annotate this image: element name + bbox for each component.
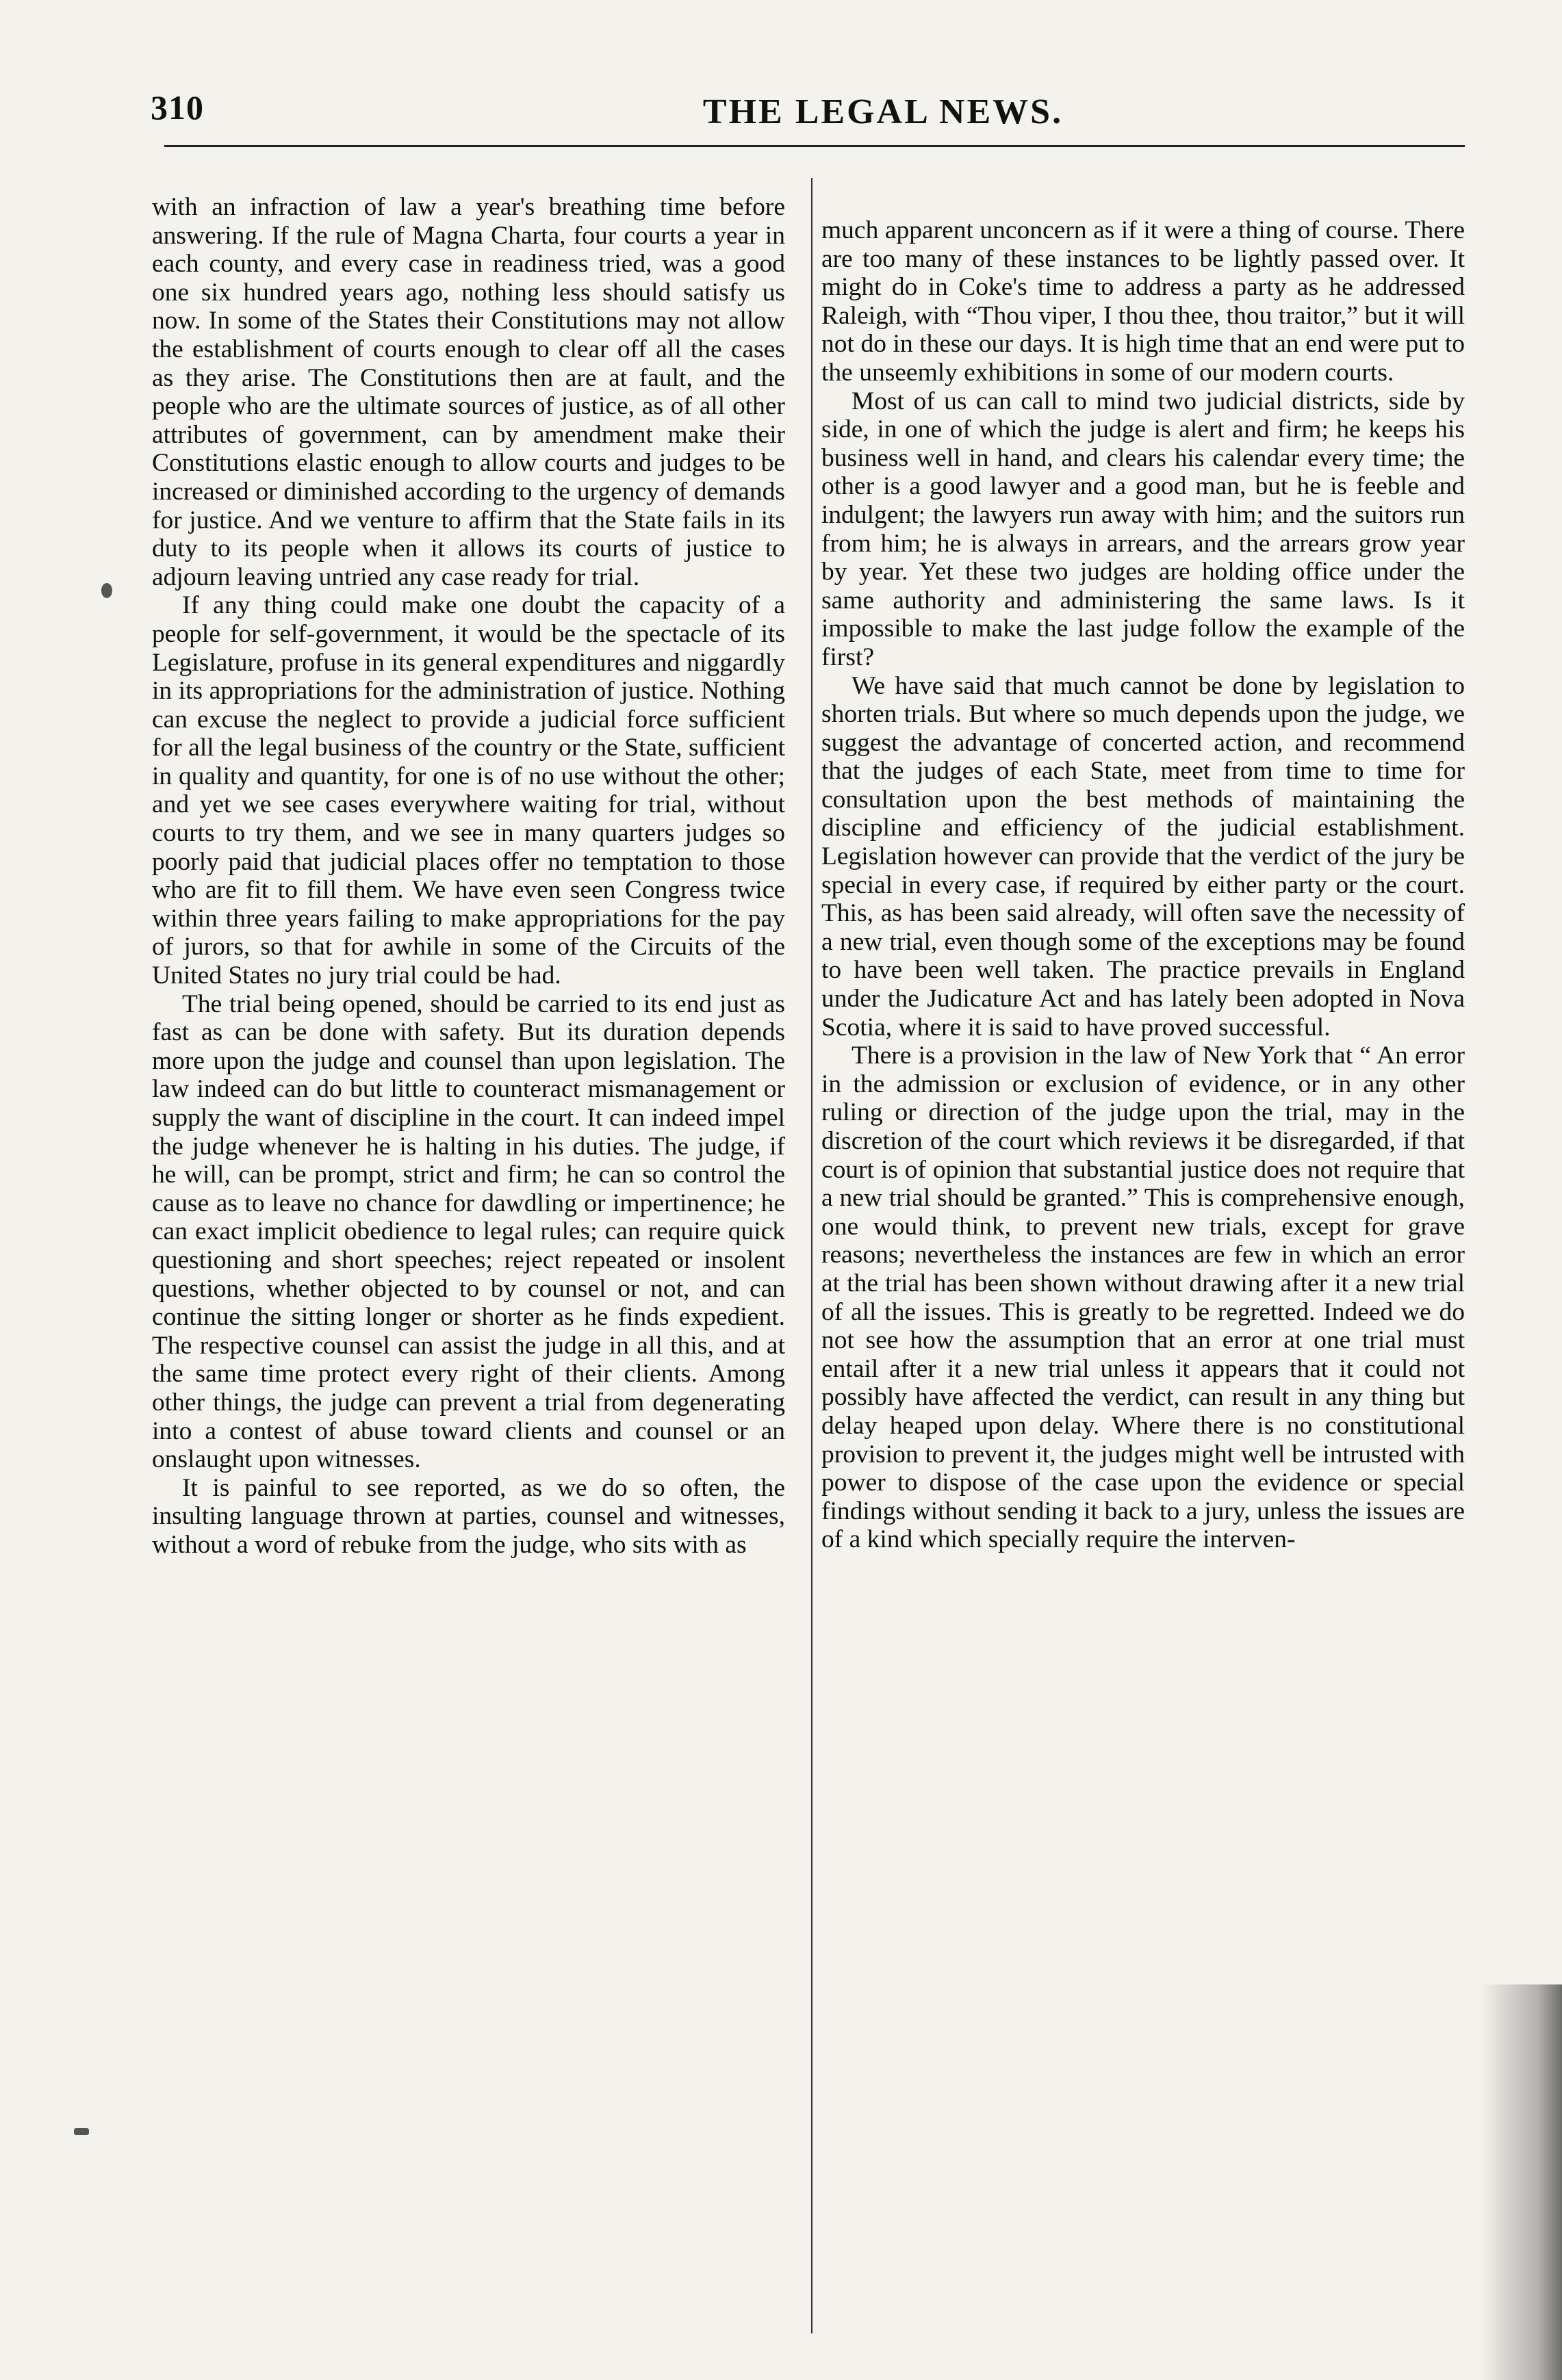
- paragraph: We have said that much cannot be done by legislation to shorten trials. But where so much depends upon the judge, we suggest the advantage of concerted action, and recommend that the judges of each State, meet from time to time for consultation upon the best methods of maintaining the discipline and efficiency of the judicial establishment. Legislation however can provide that the verdict of the jury be special in every case, if required by either party or the court. This, as has been said already, will often save the necessity of a new trial, even though some of the exceptions may be found to have been well taken. The practice prevails in England under the Judicature Act and has lately been adopted in Nova Scotia, where it is said to have proved successful.: [821, 671, 1465, 1042]
- paragraph: Most of us can call to mind two judicial districts, side by side, in one of which the judge is alert and firm; he keeps his business well in hand, and clears his calendar every time; the other is a good lawyer and a good man, but he is feeble and indulgent; the lawyers run away with him; and the suitors run from him; he is always in arrears, and the arrears grow year by year. Yet these two judges are holding office under the same authority and administering the same laws. Is it impossible to make the last judge follow the example of the first?: [821, 387, 1465, 671]
- paragraph: If any thing could make one doubt the capacity of a people for self-government, it would be the spectacle of its Legislature, profuse in its general expenditures and niggardly in its appropriations for the administration of justice. Nothing can excuse the neglect to provide a judicial force sufficient for all the legal business of the country or the State, sufficient in quality and quantity, for one is of no use without the other; and yet we see cases everywhere waiting for trial, without courts to try them, and we see in many quarters judges so poorly paid that judicial places offer no temptation to those who are fit to fill them. We have even seen Congress twice within three years failing to make appropriations for the pay of jurors, so that for awhile in some of the Circuits of the United States no jury trial could be had.: [152, 591, 785, 990]
- ink-smudge: [74, 2128, 89, 2135]
- column-rule: [811, 178, 812, 2333]
- page-number: 310: [151, 88, 204, 127]
- page-header: [151, 88, 1472, 142]
- ink-smudge: [101, 583, 112, 598]
- running-title: THE LEGAL NEWS.: [702, 92, 1064, 131]
- paragraph: The trial being opened, should be carried to its end just as fast as can be done with safety. But its duration depends more upon the judge and counsel than upon legislation. The law indeed can do but little to counteract mismanagement or supply the want of discipline in the court. It can indeed impel the judge whenever he is halting in his duties. The judge, if he will, can be prompt, strict and firm; he can so control the cause as to leave no chance for dawdling or impertinence; he can exact implicit obedience to legal rules; can require quick questioning and short speeches; reject repeated or insolent questions, whether objected to by counsel or not, and can continue the sitting longer or shorter as he finds expedient. The respective counsel can assist the judge in all this, and at the same time protect every right of their clients. Among other things, the judge can prevent a trial from degenerating into a contest of abuse toward clients and counsel or an onslaught upon witnesses.: [152, 989, 785, 1474]
- paragraph: It is painful to see reported, as we do so often, the insulting language thrown at parties, counsel and witnesses, without a word of rebuke from the judge, who sits with as: [152, 1473, 785, 1559]
- paragraph: There is a provision in the law of New York that “ An error in the admission or exclusion of evidence, or in any other ruling or direction of the judge upon the trial, may in the discretion of the court which reviews it be disregarded, if that court is of opinion that substantial justice does not require that a new trial should be granted.” This is comprehensive enough, one would think, to prevent new trials, except for grave reasons; nevertheless the instances are few in which an error at the trial has been shown without drawing after it a new trial of all the issues. This is greatly to be regretted. Indeed we do not see how the assumption that an error at one trial must entail after it a new trial unless it appears that it could not possibly have affected the verdict, can result in any thing but delay heaped upon delay. Where there is no constitutional provision to prevent it, the judges might well be intrusted with power to dispose of the case upon the evidence or special findings without sending it back to a jury, unless the issues are of a kind which specially require the interven-: [821, 1042, 1465, 1554]
- left-column: [152, 193, 785, 2301]
- page-edge-shadow: [1480, 1984, 1562, 2380]
- paragraph: with an infraction of law a year's breathing time before answering. If the rule of Magna Charta, four courts a year in each county, and every case in readiness tried, was a good one six hundred years ago, nothing less should satisfy us now. In some of the States their Constitutions may not allow the establishment of courts enough to clear off all the cases as they arise. The Constitutions then are at fault, and the people who are the ultimate sources of justice, as of all other attributes of government, can by amendment make their Constitutions elastic enough to allow courts and judges to be increased or diminished according to the urgency of demands for justice. And we venture to affirm that the State fails in its duty to its people when it allows its courts of justice to adjourn leaving untried any case ready for trial.: [152, 193, 785, 591]
- paragraph: much apparent unconcern as if it were a thing of course. There are too many of these instances to be lightly passed over. It might do in Coke's time to address a party as he addressed Raleigh, with “Thou viper, I thou thee, thou traitor,” but it will not do in these our days. It is high time that an end were put to the unseemly exhibitions in some of our modern courts.: [821, 216, 1465, 387]
- right-column: [821, 216, 1465, 2324]
- header-rule: [164, 145, 1465, 147]
